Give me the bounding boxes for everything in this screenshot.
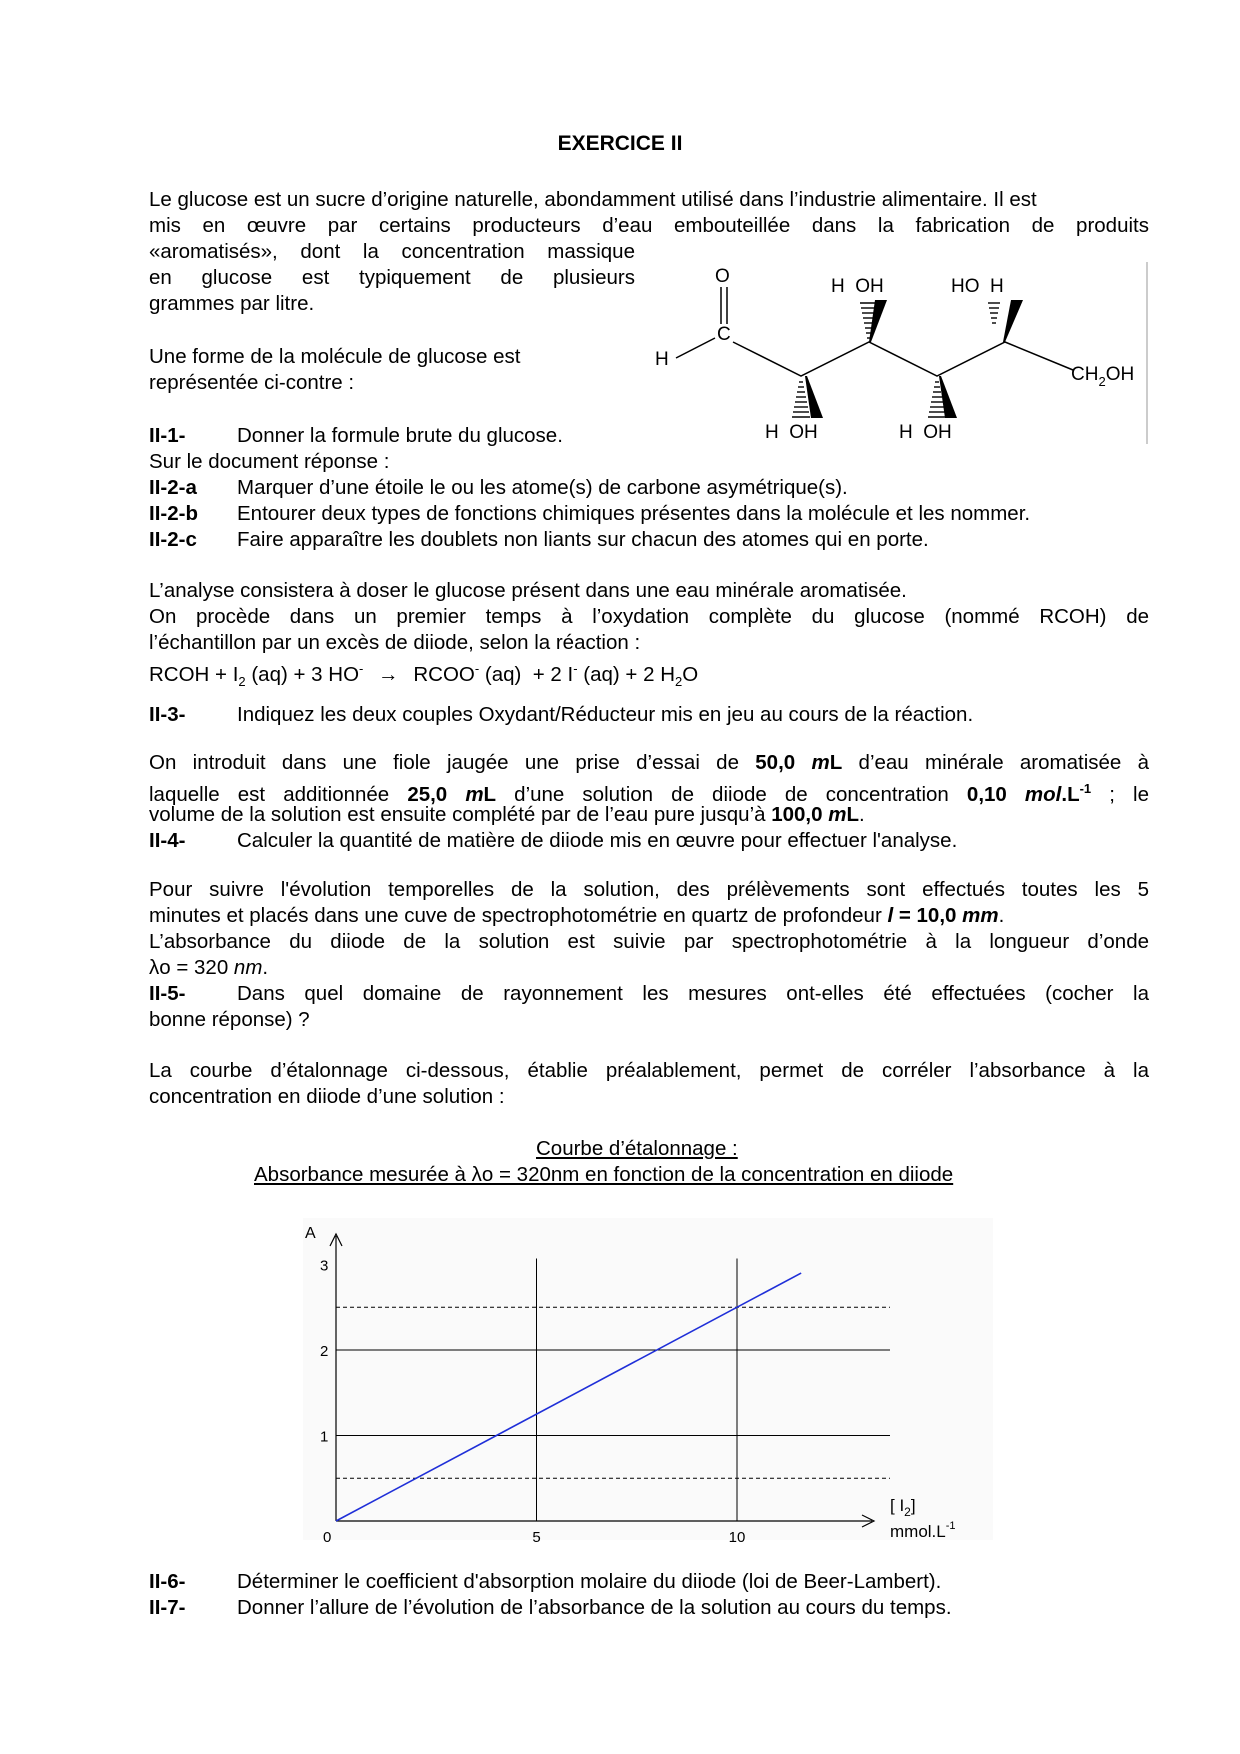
- arrow-icon: →: [378, 662, 399, 686]
- x-tick-label: 10: [728, 1529, 746, 1546]
- intro-line: Le glucose est un sucre d’origine naturelle, abondamment utilisé dans l’industrie alimentaire. Il est: [149, 188, 1037, 211]
- bond: [676, 338, 715, 358]
- calibration-chart: [0, 1200, 1240, 1550]
- atom-label: H OH: [899, 422, 952, 443]
- hashed-wedge-bond: [988, 303, 1000, 323]
- protocol-line: On introduit dans une fiole jaugée une prise d’essai de 50,0 mL d’eau minérale aromatisée à: [149, 751, 1150, 774]
- intro-line: «aromatisés», dont la concentration massique: [149, 240, 635, 263]
- origin-label: 0: [323, 1529, 332, 1546]
- atom-label: H OH: [765, 422, 818, 443]
- chart-subheading: Absorbance mesurée à λo = 320nm en fonction de la concentration en diiode: [254, 1163, 954, 1186]
- atom-label: C: [717, 324, 731, 345]
- molecule-intro: représentée ci-contre :: [149, 371, 355, 394]
- intro-line: mis en œuvre par certains producteurs d’eau embouteillée dans la fabrication de produits: [149, 214, 1149, 237]
- carbon-chain: [733, 342, 1073, 376]
- spectro-line: minutes et placés dans une cuve de spectrophotométrie en quartz de profondeur l = 10,0 mm.: [149, 904, 1005, 927]
- protocol-line: laquelle est additionnée 25,0 mL d’une solution de diiode de concentration 0,10 $mol.L^{-1}$ ; le: [149, 781, 1149, 806]
- question-continuation: bonne réponse) ?: [149, 1008, 310, 1031]
- atom-label: O: [715, 266, 730, 287]
- atom-label: HO H: [951, 276, 1004, 297]
- x-tick-label: 5: [532, 1529, 541, 1546]
- glucose-structure: [655, 262, 1150, 447]
- spectro-line: λo = 320 nm.: [149, 956, 269, 979]
- spectro-line: L’absorbance du diiode de la solution est suivie par spectrophotométrie à la longueur d’onde: [149, 930, 1149, 953]
- calib-intro: La courbe d’étalonnage ci-dessous, établie préalablement, permet de corréler l’absorbance à la: [149, 1059, 1149, 1082]
- chart-background: [303, 1218, 993, 1540]
- y-tick-label: 3: [320, 1257, 329, 1275]
- intro-line: en glucose est typiquement de plusieurs: [149, 266, 635, 289]
- analysis-line: l’échantillon par un excès de diiode, selon la réaction :: [149, 631, 641, 654]
- analysis-line: On procède dans un premier temps à l’oxydation complète du glucose (nommé RCOH) de: [149, 605, 1149, 628]
- atom-label: $CH_2OH$: [1071, 364, 1135, 389]
- y-tick-label: 1: [320, 1428, 329, 1446]
- spectro-line: Pour suivre l'évolution temporelles de la solution, des prélèvements sont effectués toutes les 5: [149, 878, 1149, 901]
- y-tick-label: 2: [320, 1343, 329, 1360]
- intro-line: grammes par litre.: [149, 292, 315, 315]
- atom-label: H OH: [831, 276, 884, 297]
- x-axis-label: [ $I_2$]: [890, 1496, 916, 1519]
- page-title: EXERCICE II: [557, 132, 683, 155]
- calib-intro: concentration en diiode d’une solution :: [149, 1085, 505, 1108]
- chart-heading: Courbe d’étalonnage :: [536, 1137, 738, 1160]
- reaction-equation: RCOH + $I_2$ (aq) + 3 HO- → RCOO- (aq) + 2 I- (aq) + 2 $H_2O$: [149, 661, 699, 689]
- analysis-line: L’analyse consistera à doser le glucose présent dans une eau minérale aromatisée.: [149, 579, 907, 602]
- molecule-intro: Une forme de la molécule de glucose est: [149, 345, 521, 368]
- atom-label: H: [655, 349, 669, 370]
- wedge-bond: [1003, 300, 1023, 342]
- wedge-bond: [869, 300, 887, 342]
- protocol-line: volume de la solution est ensuite complété par de l’eau pure jusqu’à 100,0 mL.: [149, 803, 865, 826]
- x-axis-unit: $mmol.L^{-1}$: [890, 1520, 956, 1541]
- y-axis-label: A: [305, 1225, 316, 1242]
